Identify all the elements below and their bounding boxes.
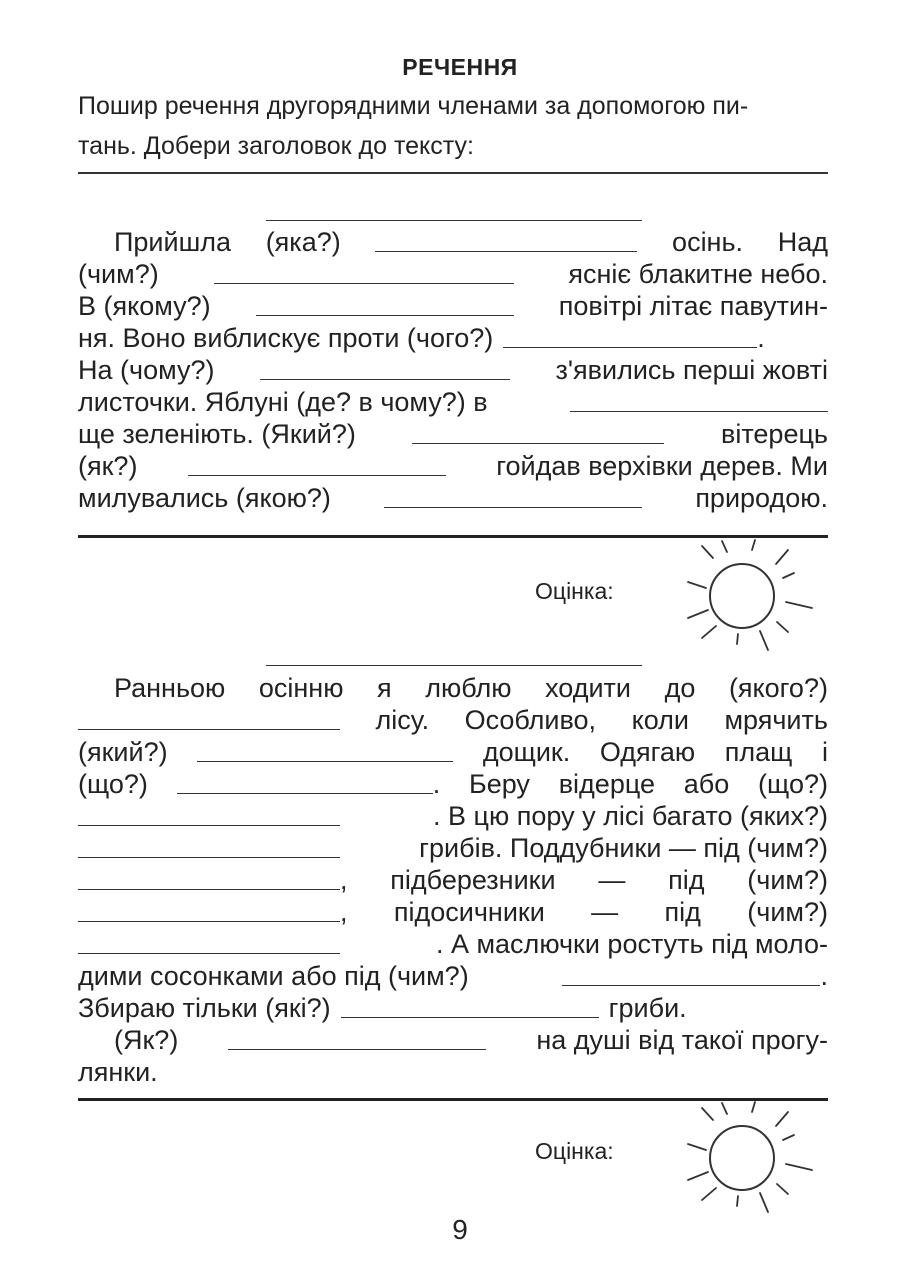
fill-blank[interactable] xyxy=(78,889,340,890)
text-line: ня. Воно виблискує проти (чого?) . xyxy=(78,323,765,353)
grade-label: Оцінка: xyxy=(535,578,614,604)
text-line: . В цю пору у лісі багато (яких?) xyxy=(78,800,828,832)
fill-blank[interactable] xyxy=(503,347,757,348)
sun-icon[interactable] xyxy=(680,1100,820,1220)
text-line: (Як?) на душі від такої прогу- xyxy=(114,1025,828,1055)
text-line: (що?) . Беру відерце або (що?) xyxy=(78,769,828,799)
text-line: Прийшла (яка?) осінь. Над xyxy=(114,227,828,257)
title-blank-1[interactable] xyxy=(266,220,642,221)
text-line: Збираю тільки (які?) гриби. xyxy=(78,993,687,1023)
fill-blank[interactable] xyxy=(188,475,446,476)
fill-blank[interactable] xyxy=(256,315,514,316)
text-line: грибів. Поддубники — під (чим?) xyxy=(78,832,828,864)
fill-blank[interactable] xyxy=(412,443,664,444)
text-line: Ранньою осінню я люблю ходити до (якого?) xyxy=(114,673,828,703)
text-line: листочки. Яблуні (де? в чому?) в xyxy=(78,386,828,418)
fill-blank[interactable] xyxy=(177,793,433,794)
fill-blank[interactable] xyxy=(260,379,510,380)
fill-blank[interactable] xyxy=(78,857,340,858)
fill-blank[interactable] xyxy=(78,953,340,954)
text-line: лісу. Особливо, коли мрячить xyxy=(78,704,828,736)
fill-blank[interactable] xyxy=(78,729,340,730)
fill-blank[interactable] xyxy=(570,411,828,412)
text-line: . А маслючки ростуть під моло- xyxy=(78,928,828,960)
text-line: На (чому?) з'явились перші жовті xyxy=(78,355,828,385)
text-line: , підосичники — під (чим?) xyxy=(78,896,828,928)
text-line: (як?) гойдав верхівки дерев. Ми xyxy=(78,451,828,481)
text-2 xyxy=(78,672,828,1088)
fill-blank[interactable] xyxy=(375,251,637,252)
instruction-line-1: Пошир речення другорядними членами за допомогою пи- xyxy=(78,92,749,120)
fill-blank[interactable] xyxy=(197,761,453,762)
title-blank-2[interactable] xyxy=(266,665,642,666)
text-line: В (якому?) повітрі літає павутин- xyxy=(78,291,828,321)
text-line: (який?) дощик. Одягаю плащ і xyxy=(78,737,828,767)
instruction-line-2: тань. Добери заголовок до тексту: xyxy=(78,132,474,160)
text-line: ще зеленіють. (Який?) вітерець xyxy=(78,419,828,449)
fill-blank[interactable] xyxy=(562,985,820,986)
page-title: РЕЧЕННЯ xyxy=(402,54,518,80)
fill-blank[interactable] xyxy=(78,825,340,826)
text-line: дими сосонками або під (чим?) . xyxy=(78,961,828,991)
instruction xyxy=(78,86,828,166)
page-number: 9 xyxy=(452,1214,468,1245)
fill-blank[interactable] xyxy=(228,1049,486,1050)
fill-blank[interactable] xyxy=(384,507,642,508)
text-1 xyxy=(78,226,828,514)
fill-blank[interactable] xyxy=(341,1017,599,1018)
grade-label: Оцінка: xyxy=(535,1138,614,1164)
sun-icon[interactable] xyxy=(680,538,820,658)
text-line: лянки. xyxy=(78,1057,158,1087)
fill-blank[interactable] xyxy=(78,921,340,922)
text-line: (чим?) ясніє блакитне небо. xyxy=(78,259,828,289)
answer-line[interactable] xyxy=(78,172,828,174)
fill-blank[interactable] xyxy=(214,283,514,284)
text-line: милувались (якою?) природою. xyxy=(78,483,828,513)
text-line: , підберезники — під (чим?) xyxy=(78,864,828,896)
